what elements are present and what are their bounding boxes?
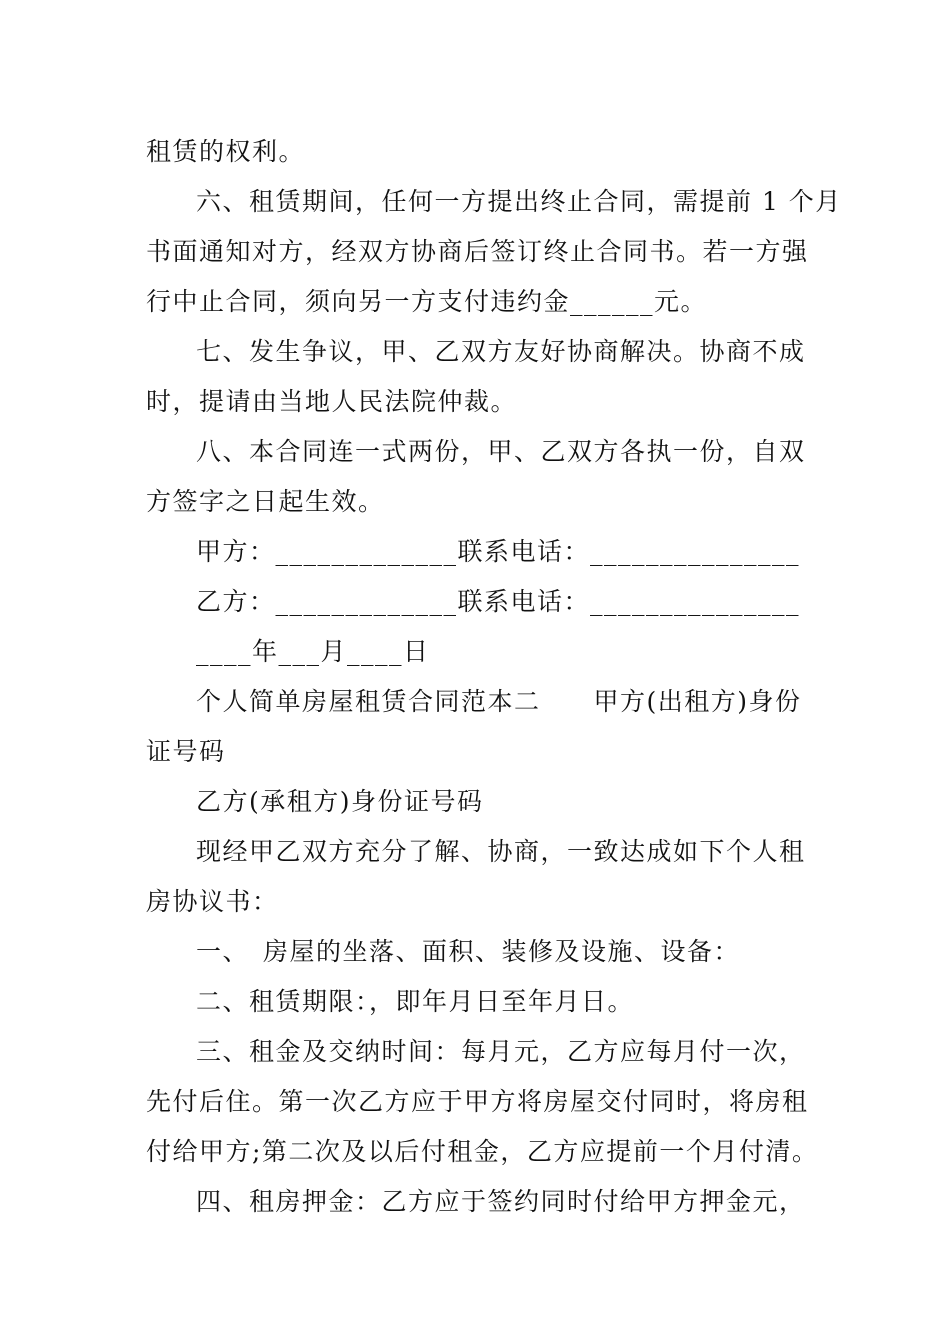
clause-six: 六、租赁期间，任何一方提出终止合同，需提前 1 个月 xyxy=(196,187,842,216)
clause-eight: 八、本合同连一式两份，甲、乙双方各执一份，自双 xyxy=(196,437,806,466)
clause-two: 二、租赁期限：，即年月日至年月日。 xyxy=(196,987,635,1016)
text-line: 房协议书： xyxy=(146,887,279,916)
text-line: 证号码 xyxy=(146,737,226,766)
clause-one: 一、 房屋的坐落、面积、装修及设施、设备： xyxy=(196,937,741,966)
clause-four: 四、租房押金：乙方应于签约同时付给甲方押金元， xyxy=(196,1187,806,1216)
text-line: 先付后住。第一次乙方应于甲方将房屋交付同时，将房租 xyxy=(146,1087,809,1116)
text-line: 时，提请由当地人民法院仲裁。 xyxy=(146,387,518,416)
text-line: 乙方(承租方)身份证号码 xyxy=(196,787,484,816)
text-line: 方签字之日起生效。 xyxy=(146,487,385,516)
text-line: 现经甲乙双方充分了解、协商，一致达成如下个人租 xyxy=(196,837,806,866)
text-line: 书面通知对方，经双方协商后签订终止合同书。若一方强 xyxy=(146,237,809,266)
text-line: 租赁的权利。 xyxy=(146,137,306,166)
text-line: 行中止合同，须向另一方支付违约金______元。 xyxy=(146,287,708,316)
party-a-signature-line: 甲方：_____________联系电话：_______________ xyxy=(196,537,801,566)
party-b-signature-line: 乙方：_____________联系电话：_______________ xyxy=(196,587,801,616)
date-line: ____年___月____日 xyxy=(196,637,430,666)
clause-three: 三、租金及交纳时间：每月元，乙方应每月付一次， xyxy=(196,1037,806,1066)
text-line: 付给甲方;第二次及以后付租金，乙方应提前一个月付清。 xyxy=(146,1137,819,1166)
clause-seven: 七、发生争议，甲、乙双方友好协商解决。协商不成 xyxy=(196,337,806,366)
section-title: 个人简单房屋租赁合同范本二 甲方(出租方)身份 xyxy=(196,687,802,716)
